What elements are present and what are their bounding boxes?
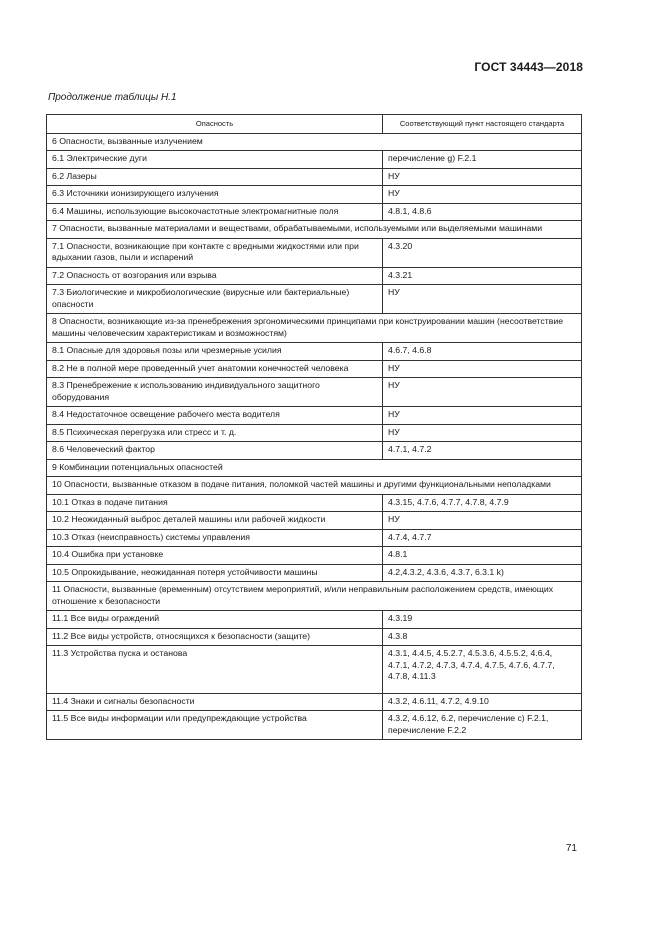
hazard-cell: 6.1 Электрические дуги [47,151,383,169]
table-row [47,424,582,442]
table-row [47,267,582,285]
table-header-row [47,115,582,134]
reference-cell: НУ [383,186,582,204]
hazard-cell: 11.3 Устройства пуска и останова [47,646,383,694]
hazard-cell: 8.5 Психическая перегрузка или стресс и т. д. [47,424,383,442]
hazard-cell: 8.3 Пренебрежение к использованию индивидуального защитного оборудования [47,378,383,407]
hazard-cell: 10.5 Опрокидывание, неожиданная потеря устойчивости машины [47,564,383,582]
hazard-cell: 10.4 Ошибка при установке [47,547,383,565]
hazard-cell: 11.4 Знаки и сигналы безопасности [47,693,383,711]
table-row [47,285,582,314]
hazard-cell: 10.1 Отказ в подаче питания [47,494,383,512]
hazard-cell: 6.3 Источники ионизирующего излучения [47,186,383,204]
table-row [47,628,582,646]
section-row [47,582,582,611]
reference-cell: 4.3.1, 4.4.5, 4.5.2.7, 4.5.3.6, 4.5.5.2, 4.6.4, 4.7.1, 4.7.2, 4.7.3, 4.7.4, 4.7.5, 4.7.6, 4.7.7, 4.7.8, 4.11.3 [383,646,582,694]
hazard-cell: 7.3 Биологические и микробиологические (вирусные или бактериальные) опасности [47,285,383,314]
section-heading: 11 Опасности, вызванные (временным) отсутствием мероприятий, и/или неправильным расположением средств, имеющих отношение к безопасности [47,582,582,611]
section-heading: 8 Опасности, возникающие из-за пренебрежения эргономическими принципами при конструировании машин (несоответствие машины человеческим характеристикам и возможностям) [47,314,582,343]
section-heading: 9 Комбинации потенциальных опасностей [47,459,582,477]
column-header-reference: Соответствующий пункт настоящего стандарта [383,115,582,134]
table-row [47,168,582,186]
hazard-cell: 11.2 Все виды устройств, относящихся к безопасности (защите) [47,628,383,646]
table-row [47,238,582,267]
table-row [47,547,582,565]
hazard-cell: 11.1 Все виды ограждений [47,611,383,629]
reference-cell: 4.3.2, 4.6.11, 4.7.2, 4.9.10 [383,693,582,711]
section-heading: 7 Опасности, вызванные материалами и веществами, обрабатываемыми, используемыми или выделяемыми машинами [47,221,582,239]
table-row [47,151,582,169]
table-row [47,407,582,425]
reference-cell: 4.7.1, 4.7.2 [383,442,582,460]
section-heading: 10 Опасности, вызванные отказом в подаче питания, поломкой частей машины и другими функциональными неполадками [47,477,582,495]
reference-cell: НУ [383,424,582,442]
table-row [47,512,582,530]
reference-cell: 4.8.1 [383,547,582,565]
reference-cell: 4.6.7, 4.6.8 [383,343,582,361]
reference-cell: 4.7.4, 4.7.7 [383,529,582,547]
table-caption: Продолжение таблицы Н.1 [48,92,177,103]
section-row [47,133,582,151]
table-row [47,564,582,582]
reference-cell: НУ [383,512,582,530]
hazard-cell: 7.1 Опасности, возникающие при контакте с вредными жидкостями или при вдыхании газов, пыли и испарений [47,238,383,267]
section-row [47,477,582,495]
reference-cell: 4.3.8 [383,628,582,646]
standard-id: ГОСТ 34443—2018 [474,60,583,74]
hazard-cell: 8.4 Недостаточное освещение рабочего места водителя [47,407,383,425]
table-row [47,693,582,711]
table-body [47,133,582,740]
table-row [47,529,582,547]
hazard-table [46,114,582,740]
reference-cell: 4.3.19 [383,611,582,629]
column-header-hazard: Опасность [47,115,383,134]
hazard-cell: 6.2 Лазеры [47,168,383,186]
table-row [47,646,582,694]
page-number: 71 [565,843,577,854]
section-row [47,314,582,343]
reference-cell: 4.8.1, 4.8.6 [383,203,582,221]
table-row [47,711,582,740]
reference-cell: НУ [383,360,582,378]
table-row [47,360,582,378]
hazard-cell: 10.3 Отказ (неисправность) системы управления [47,529,383,547]
hazard-cell: 7.2 Опасность от возгорания или взрыва [47,267,383,285]
reference-cell: НУ [383,168,582,186]
reference-cell: НУ [383,378,582,407]
reference-cell: 4.2,4.3.2, 4.3.6, 4.3.7, 6.3.1 k) [383,564,582,582]
hazard-cell: 8.6 Человеческий фактор [47,442,383,460]
reference-cell: 4.3.15, 4.7.6, 4.7.7, 4.7.8, 4.7.9 [383,494,582,512]
hazard-cell: 11.5 Все виды информации или предупреждающие устройства [47,711,383,740]
hazard-cell: 8.1 Опасные для здоровья позы или чрезмерные усилия [47,343,383,361]
table-row [47,442,582,460]
table-row [47,611,582,629]
table-row [47,343,582,361]
table-row [47,203,582,221]
reference-cell: 4.3.2, 4.6.12, 6.2, перечисление c) F.2.1, перечисление F.2.2 [383,711,582,740]
reference-cell: НУ [383,407,582,425]
section-row [47,459,582,477]
section-row [47,221,582,239]
hazard-cell: 8.2 Не в полной мере проведенный учет анатомии конечностей человека [47,360,383,378]
hazard-cell: 10.2 Неожиданный выброс деталей машины или рабочей жидкости [47,512,383,530]
section-heading: 6 Опасности, вызванные излучением [47,133,582,151]
reference-cell: перечисление g) F.2.1 [383,151,582,169]
table-row [47,378,582,407]
reference-cell: 4.3.20 [383,238,582,267]
table-row [47,494,582,512]
reference-cell: 4.3.21 [383,267,582,285]
table-row [47,186,582,204]
reference-cell: НУ [383,285,582,314]
hazard-cell: 6.4 Машины, использующие высокочастотные электромагнитные поля [47,203,383,221]
